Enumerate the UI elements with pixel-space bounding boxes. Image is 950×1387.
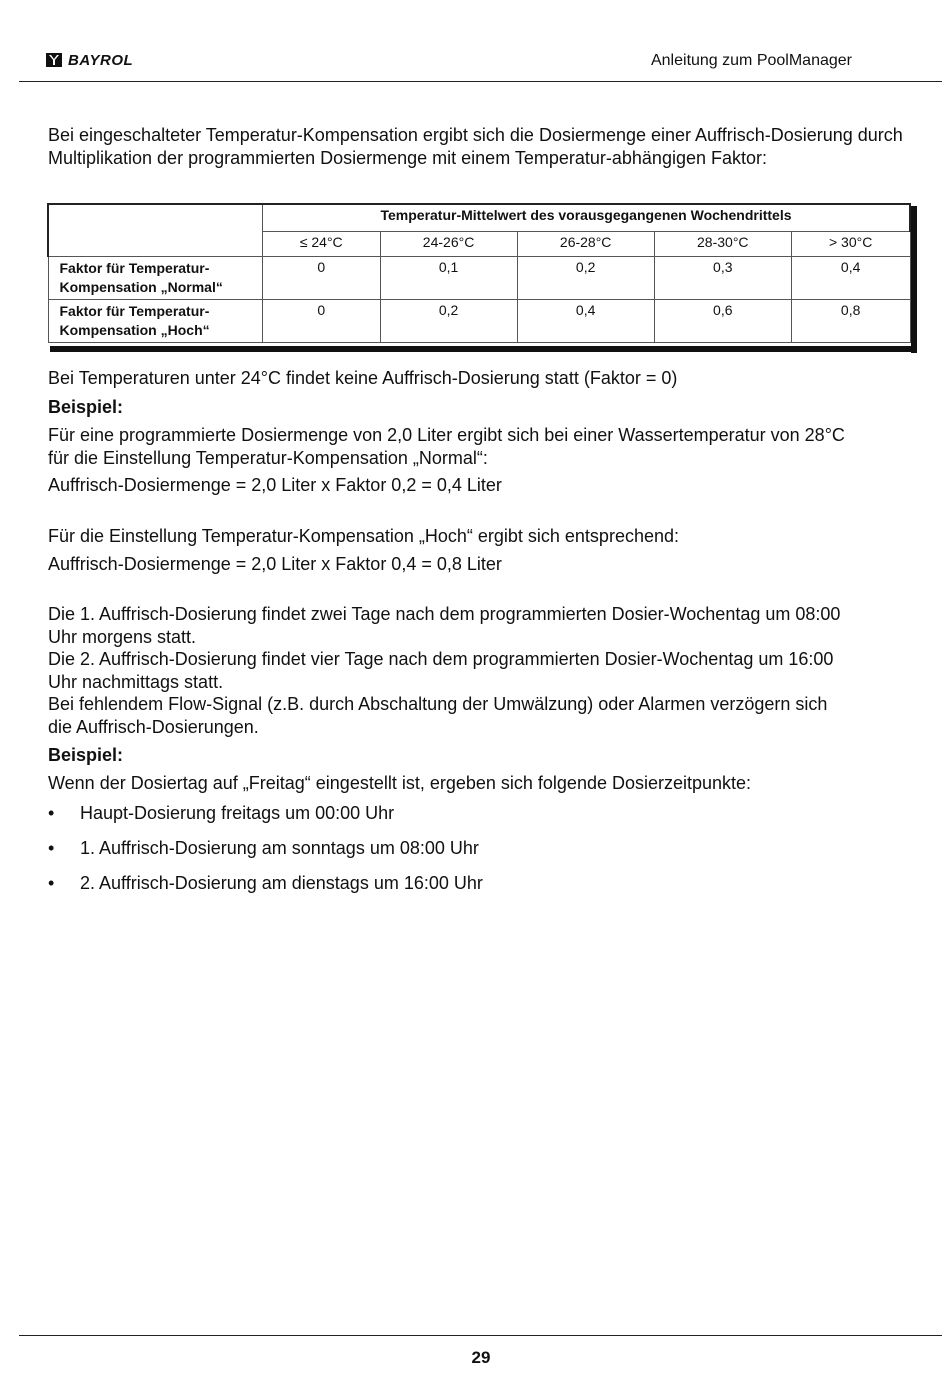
factor-table [47, 203, 911, 343]
paragraph: Wenn der Dosiertag auf „Freitag“ eingestellt ist, ergeben sich folgende Dosierzeitpunkte: [48, 773, 752, 793]
brand-logo [46, 52, 133, 68]
paragraph: Auffrisch-Dosiermenge = 2,0 Liter x Faktor 0,2 = 0,4 Liter [48, 475, 502, 495]
bullet-icon: • [48, 803, 55, 823]
table-cell: 0,1 [380, 257, 517, 300]
table-cell: 0,4 [791, 257, 910, 300]
table-group-header: Temperatur-Mittelwert des vorausgegangenen Wochendrittels [263, 204, 911, 232]
footer-divider [19, 1335, 942, 1336]
paragraph: Bei Temperaturen unter 24°C findet keine Auffrisch-Dosierung statt (Faktor = 0) [48, 368, 678, 388]
column-header: 28-30°C [654, 232, 791, 257]
list-item: • Haupt-Dosierung freitags um 00:00 Uhr [48, 803, 395, 823]
table-row [48, 257, 910, 300]
table-cell: 0,2 [380, 300, 517, 343]
paragraph: Für eine programmierte Dosiermenge von 2,0 Liter ergibt sich bei einer Wassertemperatur von 28°C für die Einstellung Temperatur-Kompensation „Normal“: [48, 425, 845, 468]
column-header: 24-26°C [380, 232, 517, 257]
bayrol-logo-icon [46, 53, 62, 67]
table-shadow-right [911, 206, 917, 353]
row-label: Faktor für Temperatur- Kompensation „Hoch“ [48, 300, 263, 343]
table-cell: 0 [263, 257, 381, 300]
intro-paragraph: Bei eingeschalteter Temperatur-Kompensation ergibt sich die Dosiermenge einer Auffrisch-Dosierung durch Multiplikation der programmierten Dosiermenge mit einem Temperatur-abhängigen Faktor: [48, 125, 903, 168]
column-header: > 30°C [791, 232, 910, 257]
paragraph: Die 1. Auffrisch-Dosierung findet zwei Tage nach dem programmierten Dosier-Wochentag um 08:00 Uhr morgens statt. Die 2. Auffrisch-Dosierung findet vier Tage nach dem programmierten Dosier-Wochentag um 16:00 Uhr nachmittags statt. Bei fehlendem Flow-Signal (z.B. durch Abschaltung der Umwälzung) oder Alarmen verzögern sich die Auffrisch-Dosierungen. [48, 604, 841, 737]
table-cell: 0,3 [654, 257, 791, 300]
page-number: 29 [471, 1348, 491, 1367]
column-header: ≤ 24°C [263, 232, 381, 257]
paragraph: Auffrisch-Dosiermenge = 2,0 Liter x Faktor 0,4 = 0,8 Liter [48, 554, 502, 574]
header-divider [19, 81, 942, 82]
table-corner [48, 204, 263, 257]
bullet-icon: • [48, 873, 55, 893]
logo-text: BAYROL [68, 51, 134, 69]
section-heading: Beispiel: [48, 745, 124, 765]
table-row [48, 300, 910, 343]
column-header: 26-28°C [517, 232, 654, 257]
table-cell: 0,4 [517, 300, 654, 343]
table-cell: 0,8 [791, 300, 910, 343]
table-cell: 0,6 [654, 300, 791, 343]
list-item: • 2. Auffrisch-Dosierung am dienstags um 16:00 Uhr [48, 873, 483, 893]
list-item: • 1. Auffrisch-Dosierung am sonntags um 08:00 Uhr [48, 838, 479, 858]
table-cell: 0 [263, 300, 381, 343]
section-heading: Beispiel: [48, 397, 124, 417]
row-label: Faktor für Temperatur- Kompensation „Normal“ [48, 257, 263, 300]
table-shadow-bottom [50, 346, 917, 352]
document-title: Anleitung zum PoolManager [650, 52, 852, 69]
table-cell: 0,2 [517, 257, 654, 300]
bullet-icon: • [48, 838, 55, 858]
paragraph: Für die Einstellung Temperatur-Kompensation „Hoch“ ergibt sich entsprechend: [48, 526, 679, 546]
